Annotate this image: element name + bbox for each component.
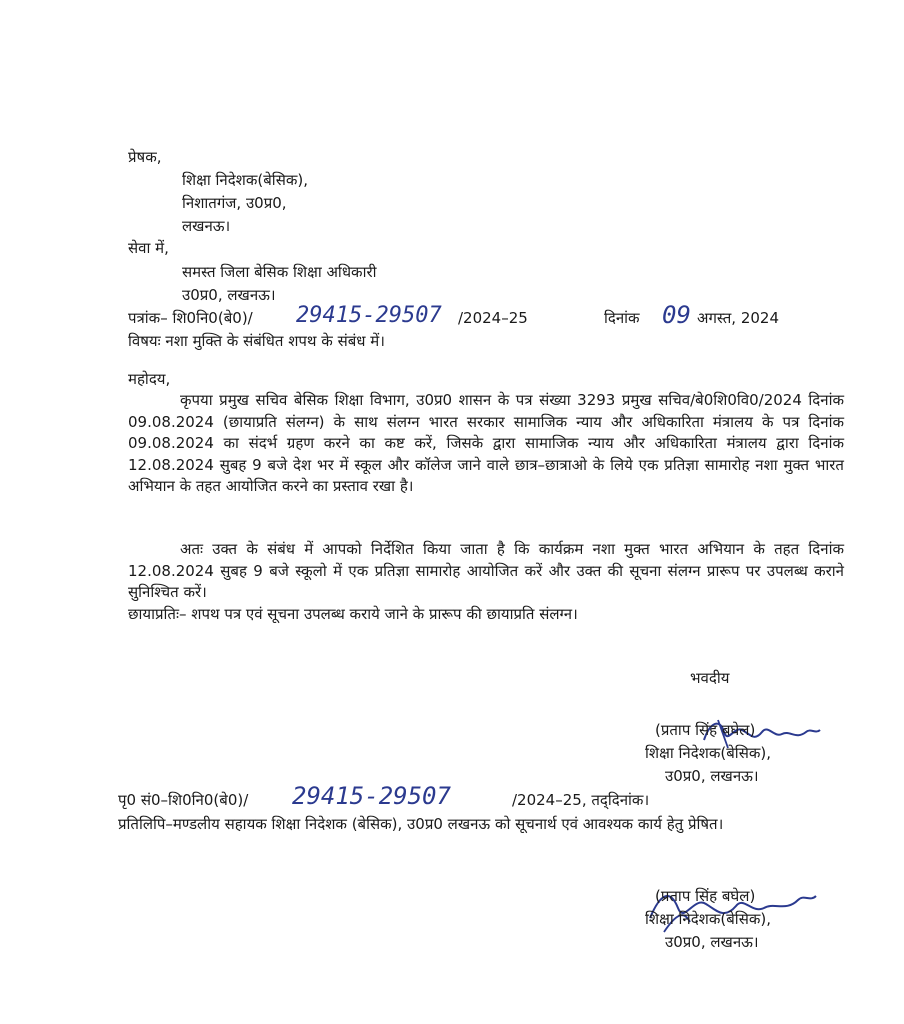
recipient-line-2: उ0प्र0, लखनऊ।	[182, 286, 276, 304]
body-paragraph-1: कृपया प्रमुख सचिव बेसिक शिक्षा विभाग, उ0प्र0 शासन के पत्र संख्या 3293 प्रमुख सचिव/बे0शि0वि0/2024 दिनांक 09.08.2024 (छायाप्रति संलग्न) के साथ संलग्न भारत सरकार सामाजिक न्याय और अधिकारिता मंत्रालय के पत्र दिनांक 09.08.2024 का संदर्भ ग्रहण करने का कष्ट करें, जिसके द्वारा सामाजिक न्याय और अधिकारिता मंत्रालय द्वारा दिनांक 12.08.2024 सुबह 9 बजे देश भर में स्कूल और कॉलेज जाने वाले छात्र–छात्राओ के लिये एक प्रतिज्ञा सामारोह नशा मुक्त भारत अभियान के तहत आयोजित करने का प्रस्ताव रखा है।	[128, 391, 844, 496]
sender-line-2: निशातगंज, उ0प्र0,	[182, 194, 287, 212]
closing-bhavdiya: भवदीय	[690, 669, 730, 687]
endorsement-prefix: पृ0 सं0–शि0नि0(बे0)/	[118, 791, 249, 809]
endorsement-suffix: /2024–25, तद्‌दिनांक।	[512, 791, 650, 809]
subject-line: विषयः नशा मुक्ति के संबंधित शपथ के संबंध में।	[128, 332, 385, 350]
endorsement-number-handwritten: 29415-29507	[292, 782, 451, 810]
date-month-year: अगस्त, 2024	[697, 309, 780, 327]
recipient-line-1: समस्त जिला बेसिक शिक्षा अधिकारी	[182, 263, 377, 281]
signatory-name-2: (प्रताप सिंह बघेल)	[655, 887, 756, 905]
signatory-place-2: उ0प्र0, लखनऊ।	[665, 933, 759, 951]
sender-label: प्रेषक,	[128, 148, 162, 166]
signatory-name-1: (प्रताप सिंह बघेल)	[655, 721, 756, 739]
signatory-place-1: उ0प्र0, लखनऊ।	[665, 767, 759, 785]
recipient-label: सेवा में,	[128, 239, 169, 257]
sender-line-3: लखनऊ।	[182, 217, 231, 235]
body-paragraph-2: अतः उक्त के संबंध में आपको निर्देशित किया जाता है कि कार्यक्रम नशा मुक्त भारत अभियान के तहत दिनांक 12.08.2024 सुबह 9 बजे स्कूलो में एक प्रतिज्ञा सामारोह आयोजित करें और उक्त की सूचना संलग्न प्रारूप पर उपलब्ध कराने सुनिश्चित करें।	[128, 540, 844, 602]
enclosure-note: छायाप्रतिः– शपथ पत्र एवं सूचना उपलब्ध कराये जाने के प्रारूप की छायाप्रति संलग्न।	[128, 605, 578, 623]
reference-number-handwritten: 29415-29507	[296, 303, 442, 328]
reference-prefix: पत्रांक– शि0नि0(बे0)/	[128, 309, 253, 327]
date-day-handwritten: 09	[662, 301, 691, 329]
reference-year: /2024–25	[458, 309, 528, 327]
sender-line-1: शिक्षा निदेशक(बेसिक),	[182, 171, 308, 189]
signatory-designation-1: शिक्षा निदेशक(बेसिक),	[645, 744, 771, 762]
copy-forwarding-text: प्रतिलिपि–मण्डलीय सहायक शिक्षा निदेशक (बेसिक), उ0प्र0 लखनऊ को सूचनार्थ एवं आवश्यक कार्य हेतु प्रेषित।	[118, 815, 724, 833]
date-label: दिनांक	[604, 309, 640, 327]
signatory-designation-2: शिक्षा निदेशक(बेसिक),	[645, 910, 771, 928]
salutation: महोदय,	[128, 370, 171, 388]
